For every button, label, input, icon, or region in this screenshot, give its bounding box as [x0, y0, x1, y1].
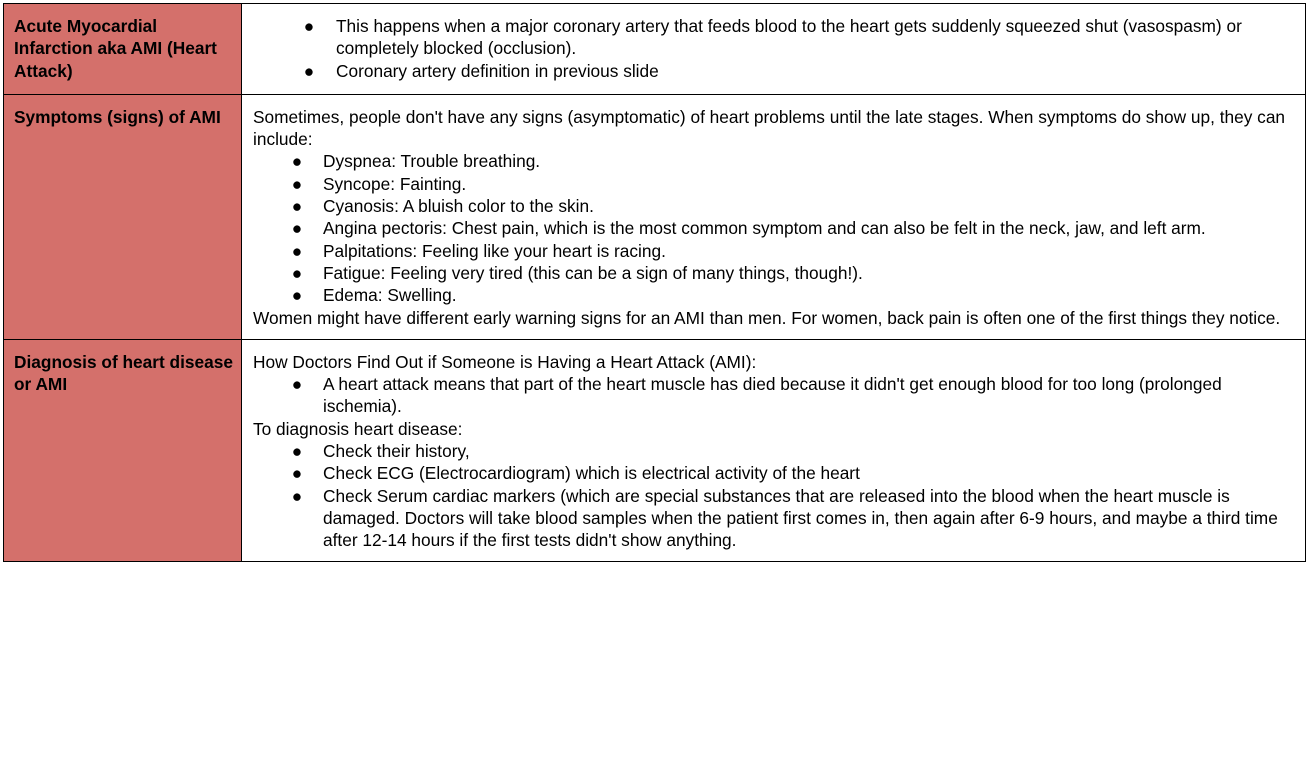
list-item-text: Angina pectoris: Chest pain, which is the most common symptom and can also be felt in the neck, jaw, and left arm.: [323, 218, 1206, 239]
bullet-icon: ●: [291, 463, 303, 484]
list-item-text: This happens when a major coronary artery that feeds blood to the heart gets suddenly squeezed shut (vasospasm) or completely blocked (occlusion).: [336, 16, 1242, 59]
bullet-icon: ●: [291, 262, 303, 283]
bullet-icon: ●: [291, 374, 303, 395]
list-item-text: Check ECG (Electrocardiogram) which is electrical activity of the heart: [323, 463, 860, 484]
bullet-icon: ●: [291, 485, 303, 506]
table-row: [4, 4, 1306, 95]
row-label-cell: [4, 94, 242, 339]
list-item: [253, 217, 1295, 239]
list-item: [253, 240, 1295, 262]
bullet-icon: ●: [291, 196, 303, 217]
list-item: [253, 173, 1295, 195]
list-item: [253, 15, 1295, 60]
row-label: Diagnosis of heart disease or AMI: [14, 351, 233, 395]
list-item-text: Coronary artery definition in previous slide: [336, 60, 659, 81]
bullet-icon: ●: [291, 441, 303, 462]
list-item-text: Check Serum cardiac markers (which are special substances that are released into the blood when the heart muscle is damaged. Doctors will take blood samples when the patient first comes in, then again after 6-9 hours, and maybe a third time after 12-14 hours if the first tests didn't show anything.: [323, 485, 1278, 551]
list-item: [253, 373, 1295, 418]
list-item: [253, 60, 1295, 82]
row-content-cell: [242, 94, 1306, 339]
bullet-icon: ●: [291, 218, 303, 239]
list-item: [253, 485, 1295, 552]
intro-text: How Doctors Find Out if Someone is Having a Heart Attack (AMI):: [253, 351, 757, 372]
table-row: [4, 94, 1306, 339]
middle-text: To diagnosis heart disease:: [253, 418, 463, 439]
list-item-text: Palpitations: Feeling like your heart is racing.: [323, 240, 666, 261]
row-content-cell: [242, 339, 1306, 561]
notes-table: [3, 3, 1306, 562]
row-label: Symptoms (signs) of AMI: [14, 106, 221, 127]
row-content-cell: [242, 4, 1306, 95]
bullet-list: [253, 440, 1295, 551]
bullet-icon: ●: [303, 60, 315, 81]
bullet-icon: ●: [291, 151, 303, 172]
list-item-text: Edema: Swelling.: [323, 285, 457, 306]
bullet-list: [253, 15, 1295, 82]
list-item-text: A heart attack means that part of the heart muscle has died because it didn't get enough blood for too long (prolonged ischemia).: [323, 374, 1222, 417]
bullet-icon: ●: [291, 173, 303, 194]
list-item: [253, 195, 1295, 217]
outro-text: Women might have different early warning signs for an AMI than men. For women, back pain is often one of the first things they notice.: [253, 307, 1281, 328]
list-item: [253, 150, 1295, 172]
bullet-icon: ●: [291, 240, 303, 261]
list-item: [253, 284, 1295, 306]
list-item: [253, 440, 1295, 462]
intro-text: Sometimes, people don't have any signs (asymptomatic) of heart problems until the late stages. When symptoms do show up, they can include:: [253, 106, 1286, 150]
bullet-icon: ●: [303, 16, 315, 36]
list-item: [253, 462, 1295, 484]
row-label-cell: [4, 4, 242, 95]
table-row: [4, 339, 1306, 561]
list-item-text: Syncope: Fainting.: [323, 173, 467, 194]
row-label-cell: [4, 339, 242, 561]
bullet-list: [253, 150, 1295, 306]
list-item-text: Check their history,: [323, 441, 470, 462]
row-label: Acute Myocardial Infarction aka AMI (Heart Attack): [14, 16, 217, 81]
list-item: [253, 262, 1295, 284]
list-item-text: Fatigue: Feeling very tired (this can be a sign of many things, though!).: [323, 262, 863, 283]
list-item-text: Cyanosis: A bluish color to the skin.: [323, 196, 594, 217]
bullet-list: [253, 373, 1295, 418]
bullet-icon: ●: [291, 285, 303, 306]
list-item-text: Dyspnea: Trouble breathing.: [323, 151, 541, 172]
